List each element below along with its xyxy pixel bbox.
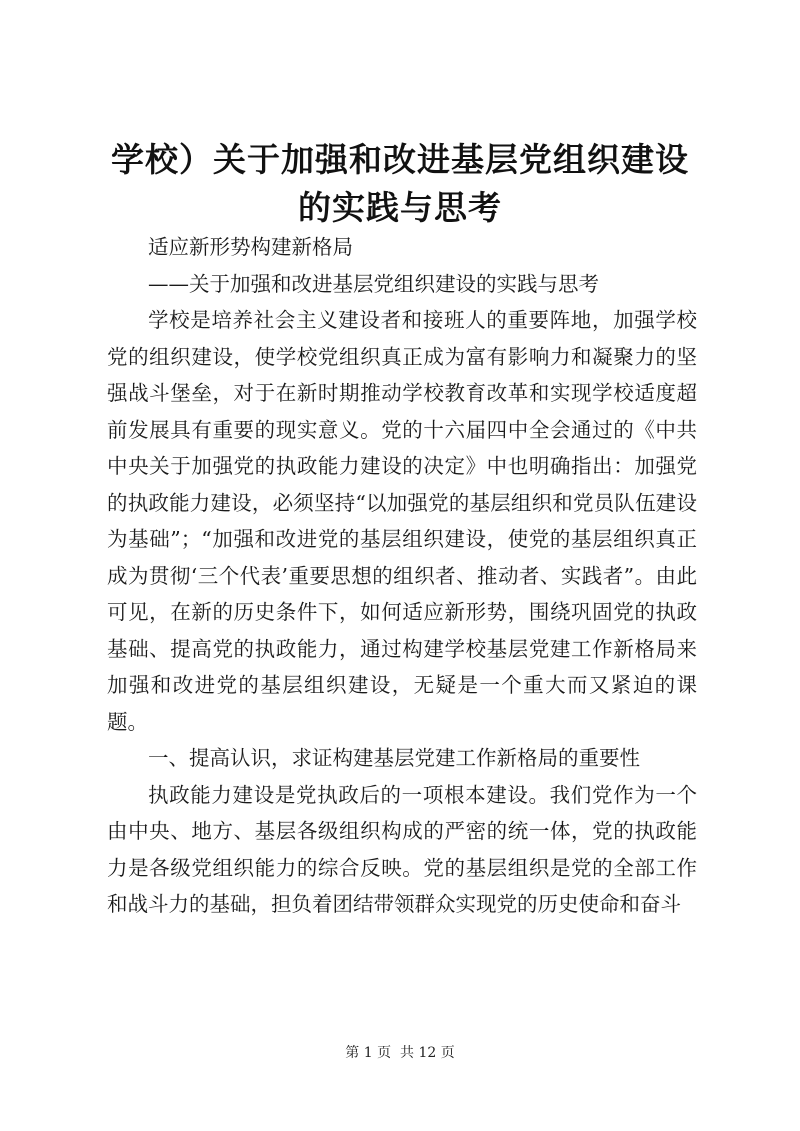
- document-title: 学校）关于加强和改进基层党组织建设的实践与思考: [111, 140, 689, 227]
- subtitle-line: 适应新形势构建新格局: [148, 235, 353, 259]
- body-paragraph: 学校是培养社会主义建设者和接班人的重要阵地，加强学校党的组织建设，使学校党组织真正成为富有影响力和凝聚力的坚强战斗堡垒，对于在新时期推动学校教育改革和实现学校适度超前发展具有重要的现实意义。党的十六届四中全会通过的《中共中央关于加强党的执政能力建设的决定》中也明确指出：加强党的执政能力建设，必须坚持“以加强党的基层组织和党员队伍建设为基础”；“加强和改进党的基层组织建设，使党的基层组织真正成为贯彻‘三个代表’重要思想的组织者、推动者、实践者”。由此可见，在新的历史条件下，如何适应新形势，围绕巩固党的执政基础、提高党的执政能力，通过构建学校基层党建工作新格局来加强和改进党的基层组织建设，无疑是一个重大而又紧迫的课题。: [107, 308, 697, 734]
- page-footer: [0, 1043, 800, 1063]
- section-heading: 一、提高认识，求证构建基层党建工作新格局的重要性: [148, 746, 640, 770]
- document-body: [107, 229, 697, 923]
- body-paragraph: 执政能力建设是党执政后的一项根本建设。我们党作为一个由中央、地方、基层各级组织构成的严密的统一体，党的执政能力是各级党组织能力的综合反映。党的基层组织是党的全部工作和战斗力的基础，担负着团结带领群众实现党的历史使命和奋斗: [107, 782, 697, 916]
- subtitle-dash-line: ——关于加强和改进基层党组织建设的实践与思考: [148, 271, 599, 296]
- page-number-label: 第 1 页 共 12 页: [345, 1045, 455, 1061]
